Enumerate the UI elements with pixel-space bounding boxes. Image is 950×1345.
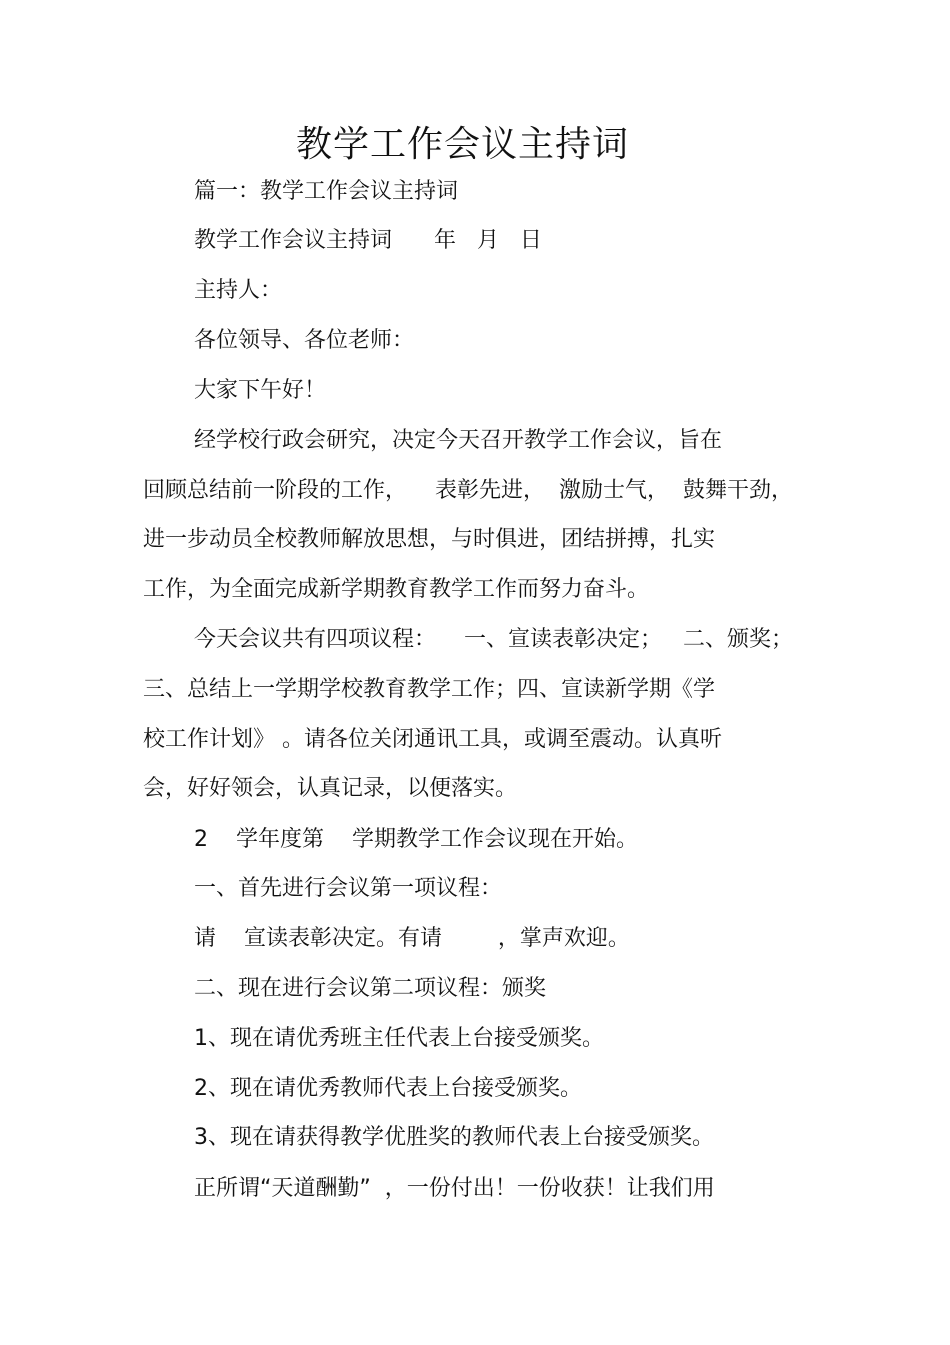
paragraph-line: 进一步动员全校教师解放思想，与时俱进，团结拼搏，扎实 xyxy=(143,527,716,552)
greeting-line: 大家下午好！ xyxy=(194,378,327,403)
paragraph-line: 今天会议共有四项议程： 一、宣读表彰决定； 二、颁奖； xyxy=(194,627,793,652)
paragraph-line: 三、总结上一学期学校教育教学工作；四、宣读新学期《学 xyxy=(143,677,716,702)
document-title: 教学工作会议主持词 xyxy=(295,124,629,165)
host-line: 主持人： xyxy=(194,278,283,303)
paragraph-line: 2 学年度第 学期教学工作会议现在开始。 xyxy=(194,827,638,852)
list-item: 2、现在请优秀教师代表上台接受颁奖。 xyxy=(194,1076,582,1101)
paragraph-line: 请 宣读表彰决定。有请 ，掌声欢迎。 xyxy=(194,926,630,951)
section-heading: 篇一：教学工作会议主持词 xyxy=(194,179,459,204)
agenda-item: 一、首先进行会议第一项议程： xyxy=(194,876,503,901)
salutation-line: 各位领导、各位老师： xyxy=(194,328,415,353)
agenda-item: 二、现在进行会议第二项议程：颁奖 xyxy=(194,976,547,1001)
list-item: 1、现在请优秀班主任代表上台接受颁奖。 xyxy=(194,1026,604,1051)
heading-date-line: 教学工作会议主持词 年 月 日 xyxy=(194,228,542,253)
paragraph-line: 会，好好领会，认真记录，以便落实。 xyxy=(143,776,518,801)
paragraph-line: 校工作计划》 。请各位关闭通讯工具，或调至震动。认真听 xyxy=(143,727,722,752)
paragraph-line: 回顾总结前一阶段的工作， 表彰先进， 激励士气， 鼓舞干劲， xyxy=(143,478,793,503)
paragraph-line: 经学校行政会研究，决定今天召开教学工作会议，旨在 xyxy=(194,428,723,453)
paragraph-line: 工作，为全面完成新学期教育教学工作而努力奋斗。 xyxy=(143,577,650,602)
paragraph-line: 正所谓“天道酬勤” ，一份付出！一份收获！让我们用 xyxy=(194,1176,715,1201)
list-item: 3、现在请获得教学优胜奖的教师代表上台接受颁奖。 xyxy=(194,1125,714,1150)
